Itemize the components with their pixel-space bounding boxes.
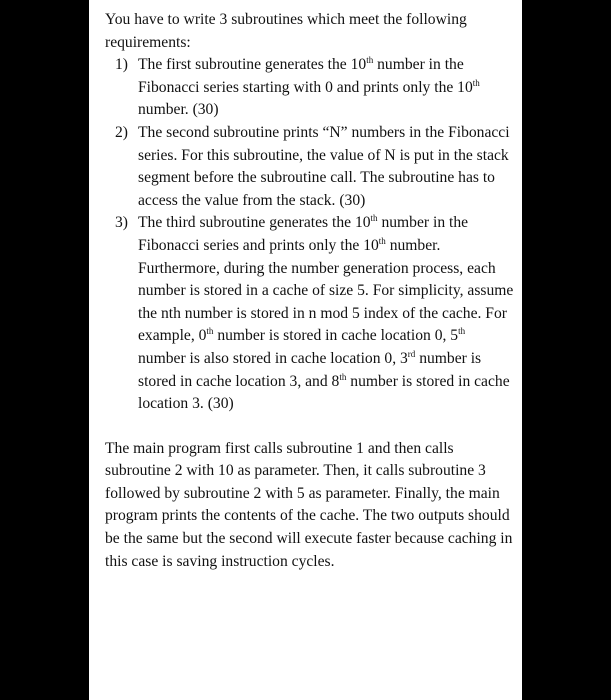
ordinal-suffix: th [206,326,214,337]
list-item-2 [105,122,514,212]
item-text: number in the Fibonacci series starting with 0 and prints only the 10 [138,56,473,96]
ordinal-suffix: th [339,371,347,382]
list-number: 2) [115,123,128,141]
list-number: 1) [115,56,128,74]
ordinal-suffix: th [366,55,374,66]
ordinal-suffix: rd [407,348,416,359]
item-text: number is also stored in cache location 0, 3 [138,349,408,367]
item-text: number is stored in cache location 3. (30) [138,372,510,413]
item-text: number is stored in cache location 3, and 8 [138,349,482,390]
ordinal-suffix: th [472,77,480,88]
document-page [89,0,522,700]
item-text: The second subroutine prints “N” numbers in the Fibonacci series. For this subroutine, the value of N is put in the stack segment before the subroutine call. The subroutine has to access the value from the stack. (30) [138,123,510,209]
intro-paragraph: You have to write 3 subroutines which meet the following requirements: [105,11,467,51]
item-text: number in the Fibonacci series and prints only the 10 [138,214,469,254]
ordinal-suffix: th [378,235,386,246]
item-text: The third subroutine generates the 10 [138,214,371,232]
list-item-3 [105,212,514,415]
item-text: number is stored in cache location 0, 5 [213,327,459,345]
requirements-list [105,54,514,416]
list-number: 3) [115,214,128,232]
main-program-paragraph: The main program first calls subroutine 1 and then calls subroutine 2 with 10 as parameter. Then, it calls subroutine 3 followed by subroutine 2 with 5 as parameter. Finally, the main program prints the contents of the cache. The two outputs should be the same but the second will execute faster because caching in this case is saving instruction cycles. [105,439,513,570]
item-text: number. (30) [138,101,219,119]
list-item-1 [105,54,514,122]
item-text: number. Furthermore, during the number generation process, each number is stored in a cache of size 5. For simplicity, assume the nth number is stored in n mod 5 index of the cache. For example, 0 [138,236,514,345]
ordinal-suffix: th [370,213,378,224]
ordinal-suffix: th [458,326,466,337]
item-text: The first subroutine generates the 10 [138,56,367,74]
